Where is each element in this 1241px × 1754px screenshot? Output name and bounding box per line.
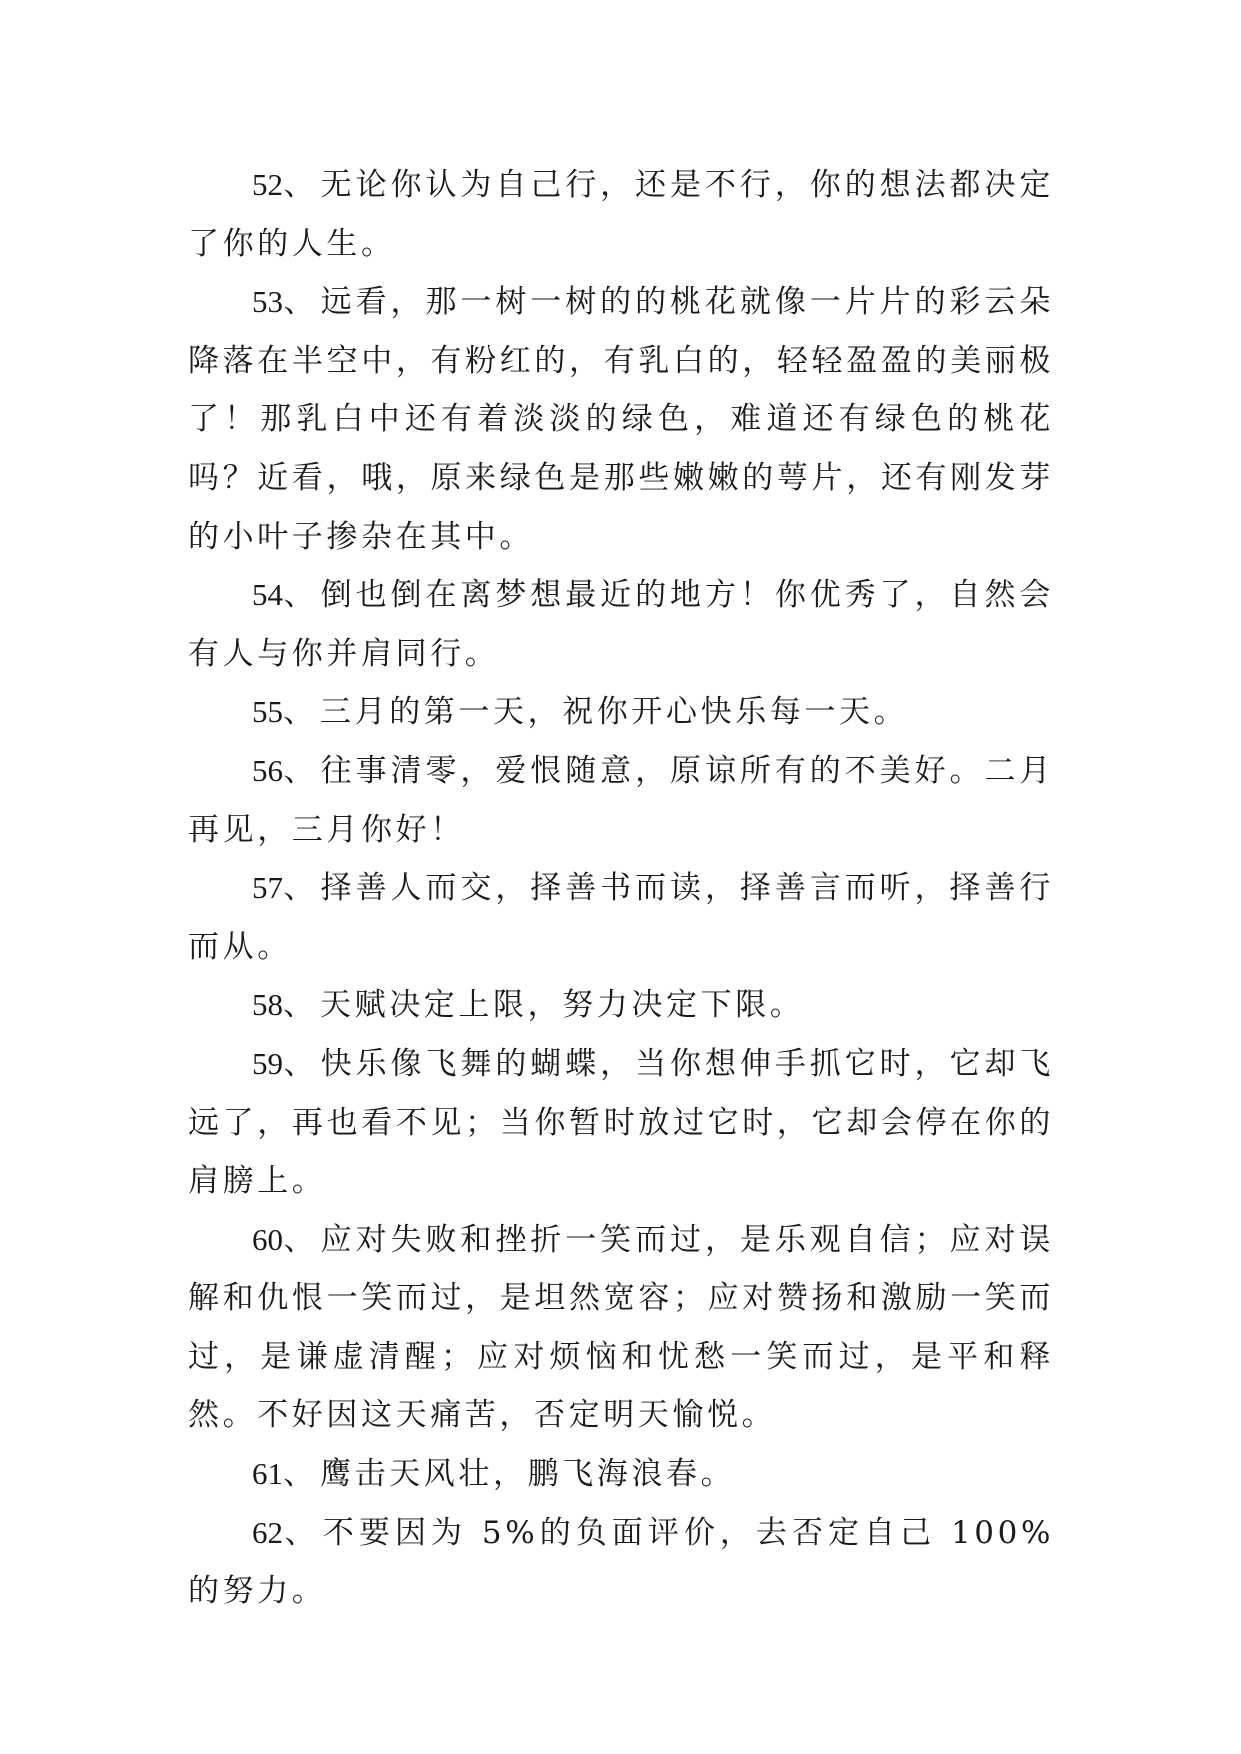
paragraph-text: 倒也倒在离梦想最近的地方！你优秀了，自然会有人与你并肩同行。 [188, 577, 1054, 672]
paragraph-60 [188, 1211, 1054, 1445]
paragraph-number: 61、 [252, 1456, 314, 1492]
paragraph-text: 择善人而交，择善书而读，择善言而听，择善行而从。 [188, 870, 1054, 965]
paragraph-58 [188, 976, 1054, 1035]
paragraph-text: 鹰击天风壮，鹏飞海浪春。 [320, 1456, 736, 1493]
paragraph-number: 57、 [252, 870, 315, 906]
paragraph-55 [188, 683, 1054, 742]
paragraph-number: 52、 [252, 167, 315, 202]
paragraph-54 [188, 566, 1054, 683]
paragraph-text: 快乐像飞舞的蝴蝶，当你想伸手抓它时，它却飞远了，再也看不见；当你暂时放过它时，它却会停在你的肩膀上。 [188, 1045, 1054, 1200]
paragraph-number: 54、 [252, 577, 315, 613]
paragraph-text: 天赋决定上限，努力决定下限。 [320, 987, 805, 1024]
paragraph-text: 远看，那一树一树的的桃花就像一片片的彩云朵降落在半空中，有粉红的，有乳白的，轻轻盈盈的美丽极了！那乳白中还有着淡淡的绿色，难道还有绿色的桃花吗？近看，哦，原来绿色是那些嫩嫩的萼片，还有刚发芽的小叶子掺杂在其中。 [188, 284, 1054, 555]
paragraph-52 [188, 156, 1054, 273]
paragraph-53 [188, 273, 1054, 566]
paragraph-text: 应对失败和挫折一笑而过，是乐观自信；应对误解和仇恨一笑而过，是坦然宽容；应对赞扬和激励一笑而过，是谦虚清醒；应对烦恼和忧愁一笑而过，是平和释然。不好因这天痛苦，否定明天愉悦。 [188, 1221, 1054, 1434]
paragraph-text: 无论你认为自己行，还是不行，你的想法都决定了你的人生。 [188, 167, 1054, 262]
paragraph-62 [188, 1504, 1054, 1621]
paragraph-number: 60、 [252, 1221, 315, 1257]
paragraph-number: 62、 [252, 1514, 317, 1550]
paragraph-text: 三月的第一天，祝你开心快乐每一天。 [320, 694, 909, 731]
paragraph-text: 不要因为 5%的负面评价，去否定自己 100%的努力。 [188, 1514, 1055, 1610]
paragraph-number: 56、 [252, 752, 315, 788]
paragraph-57 [188, 859, 1054, 976]
paragraph-number: 59、 [252, 1045, 315, 1081]
paragraph-61 [188, 1445, 1054, 1504]
paragraph-number: 55、 [252, 694, 314, 730]
paragraph-number: 58、 [252, 987, 314, 1023]
document-body [188, 156, 1054, 1621]
paragraph-text: 往事清零，爱恨随意，原谅所有的不美好。二月再见，三月你好！ [188, 752, 1054, 848]
paragraph-56 [188, 742, 1054, 859]
paragraph-number: 53、 [252, 284, 315, 320]
paragraph-59 [188, 1035, 1054, 1211]
